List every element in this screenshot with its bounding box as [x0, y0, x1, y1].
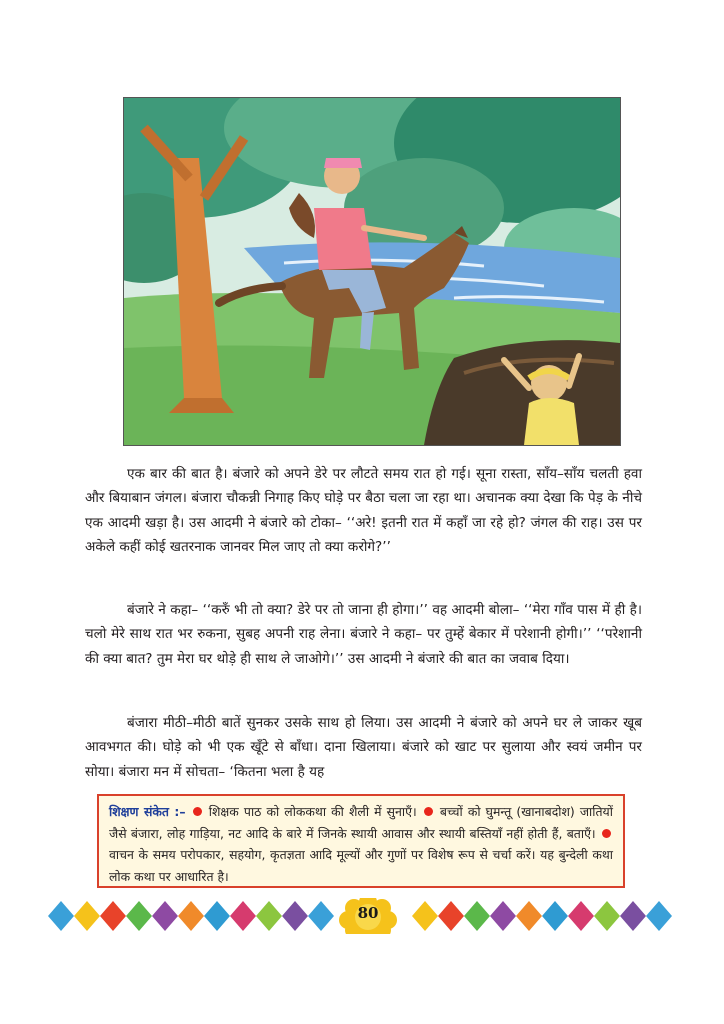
footer-diamond [516, 901, 542, 931]
teaching-note-box [97, 794, 625, 888]
footer-diamond [464, 901, 490, 931]
footer-diamond [74, 901, 100, 931]
footer-diamond [412, 901, 438, 931]
footer-diamond [620, 901, 646, 931]
footer-diamond [308, 901, 334, 931]
footer-diamond [126, 901, 152, 931]
footer-diamond [204, 901, 230, 931]
footer-diamond [100, 901, 126, 931]
bullet-icon [602, 829, 611, 838]
footer-diamond [152, 901, 178, 931]
bullet-icon [424, 807, 433, 816]
teaching-note-item: बच्चों को घुमन्तू (खानाबदोश) जातियों जैसे बंजारा, लोह गाड़िया, नट आदि के बारे में जिनके स्थायी आवास और स्थायी बस्तियाँ नहीं होती हैं, बताएँ। [109, 804, 613, 841]
footer-diamond [568, 901, 594, 931]
story-paragraph: बंजारे ने कहा– ‘‘करुँ भी तो क्या? डेरे पर तो जाना ही होगा।’’ वह आदमी बोला– ‘‘मेरा गाँव पास में ही है। चलो मेरे साथ रात भर रुकना, सुबह अपनी राह लेना। बंजारे ने कहा– पर तुम्हें बेकार में परेशानी होगी।’’ ‘‘परेशानी की क्या बात? तुम मेरा घर थोड़े ही साथ ले जाओगे।’’ उस आदमी ने बंजारे की बात का जवाब दिया। [85, 602, 642, 667]
footer-diamond [230, 901, 256, 931]
footer-diamond [178, 901, 204, 931]
footer-diamond [256, 901, 282, 931]
story-paragraph: एक बार की बात है। बंजारे को अपने डेरे पर लौटते समय रात हो गई। सूना रास्ता, साँय–साँय चलती हवा और बियाबान जंगल। बंजारा चौकन्नी निगाह किए घोड़े पर बैठा चला जा रहा था। अचानक क्या देखा कि पेड़ के नीचे एक आदमी खड़ा है। उस आदमी ने बंजारे को टोका– ‘‘अरे! इतनी रात में कहाँ जा रहे हो? जंगल की राह। उस पर अकेले कहीं कोई खतरनाक जानवर मिल जाए तो क्या करोगे?’’ [85, 466, 642, 555]
footer-diamond [282, 901, 308, 931]
footer-diamond [490, 901, 516, 931]
footer-diamond [594, 901, 620, 931]
story-paragraph: बंजारा मीठी–मीठी बातें सुनकर उसके साथ हो लिया। उस आदमी ने बंजारे को अपने घर ले जाकर खूब आवभगत की। घोड़े को भी एक खूँटे से बाँधा। दाना खिलाया। बंजारे को खाट पर सुलाया और स्वयं जमीन पर सोया। बंजारा मन में सोचता– ‘कितना भला है यह [85, 715, 642, 780]
page-number: 80 [357, 904, 379, 922]
footer-diamond [646, 901, 672, 931]
horse-rider-illustration [123, 97, 621, 446]
footer-diamond [438, 901, 464, 931]
teaching-note-item: शिक्षक पाठ को लोककथा की शैली में सुनाएँ। [208, 804, 417, 819]
footer-diamond [542, 901, 568, 931]
bullet-icon [193, 807, 202, 816]
teaching-note-item: वाचन के समय परोपकार, सहयोग, कृतज्ञता आदि मूल्यों और गुणों पर विशेष रूप से चर्चा करें। यह बुन्देली कथा लोक कथा पर आधारित है। [109, 847, 613, 884]
footer-diamond [48, 901, 74, 931]
teaching-note-title: शिक्षण संकेत :– [109, 804, 186, 819]
